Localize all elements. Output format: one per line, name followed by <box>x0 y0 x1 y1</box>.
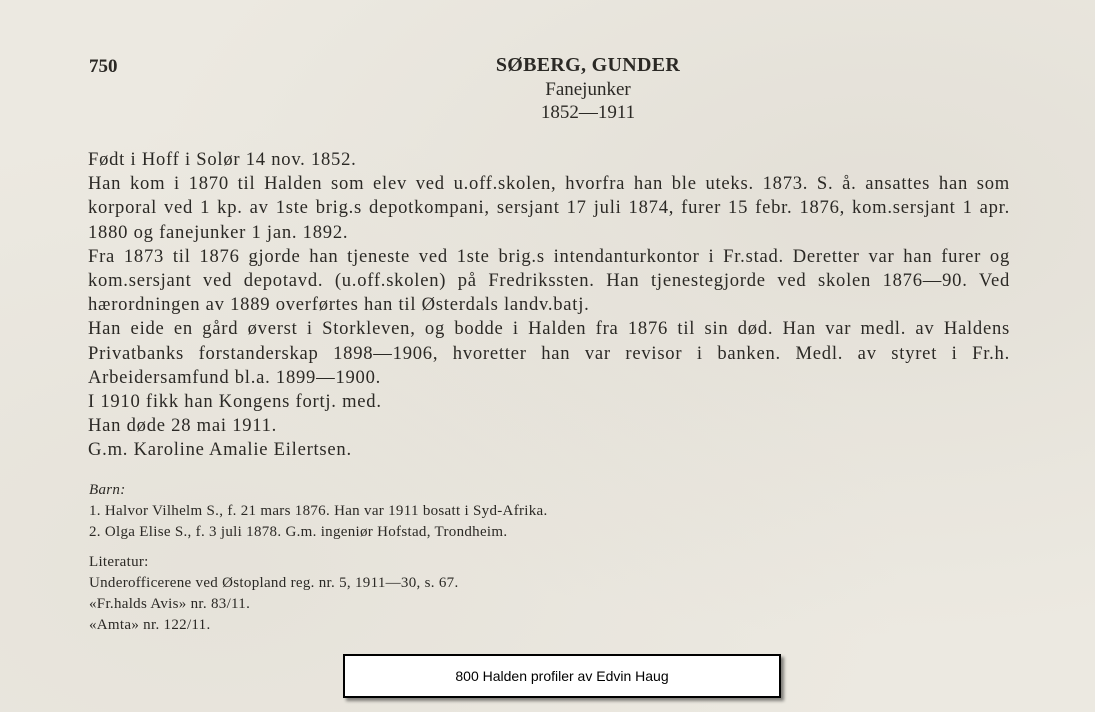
paragraph: Født i Hoff i Solør 14 nov. 1852. <box>88 149 357 170</box>
paragraph: I 1910 fikk han Kongens fortj. med. <box>88 391 382 413</box>
child-item: 2. Olga Elise S., f. 3 juli 1878. G.m. ingeniør Hofstad, Trondheim. <box>89 524 508 540</box>
literature-label: Literatur: <box>89 554 149 570</box>
paragraph: Han kom i 1870 til Halden som elev ved u.off.skolen, hvorfra han ble uteks. 1873. S. å. ansattes han som korporal ved 1 kp. av 1ste brig.s depotkompani, sersjant 17 juli 1874, furer 15 febr. 1876, kom.sersjant 1 apr. 1880 og fanejunker 1 jan. 1892. <box>88 173 1010 243</box>
entry-header <box>0 53 1095 124</box>
children-section <box>89 480 548 543</box>
page-number: 750 <box>89 56 118 77</box>
biography-text <box>88 148 1010 463</box>
literature-section <box>89 552 459 636</box>
literature-item: «Fr.halds Avis» nr. 83/11. <box>89 596 251 612</box>
children-label: Barn: <box>89 482 126 498</box>
literature-item: Underofficerene ved Østopland reg. nr. 5, 1911—30, s. 67. <box>89 575 459 591</box>
person-rank: Fanejunker <box>545 79 631 100</box>
literature-item: «Amta» nr. 122/11. <box>89 617 211 633</box>
person-name: SØBERG, GUNDER <box>495 54 681 76</box>
child-item: 1. Halvor Vilhelm S., f. 21 mars 1876. Han var 1911 bosatt i Syd-Afrika. <box>89 503 548 519</box>
footer-caption-box <box>343 654 781 698</box>
paragraph: Han eide en gård øverst i Storkleven, og bodde i Halden fra 1876 til sin død. Han var medl. av Haldens Privatbanks forstanderskap 1898—1906, hvoretter han var revisor i banken. Medl. av styret i Fr.h. Arbeidersamfund bl.a. 1899—1900. <box>88 318 1010 388</box>
footer-caption: 800 Halden profiler av Edvin Haug <box>455 668 669 684</box>
paragraph: G.m. Karoline Amalie Eilertsen. <box>88 439 352 461</box>
paragraph: Fra 1873 til 1876 gjorde han tjeneste ved 1ste brig.s intendanturkontor i Fr.stad. Deretter var han furer og kom.sersjant ved depotavd. (u.off.skolen) på Fredrikssten. Han tjenestegjorde ved skolen 1876—90. Ved hærordningen av 1889 overførtes han til Østerdals landv.batj. <box>88 245 1010 316</box>
life-years: 1852—1911 <box>540 102 636 123</box>
paragraph: Han døde 28 mai 1911. <box>88 415 278 437</box>
